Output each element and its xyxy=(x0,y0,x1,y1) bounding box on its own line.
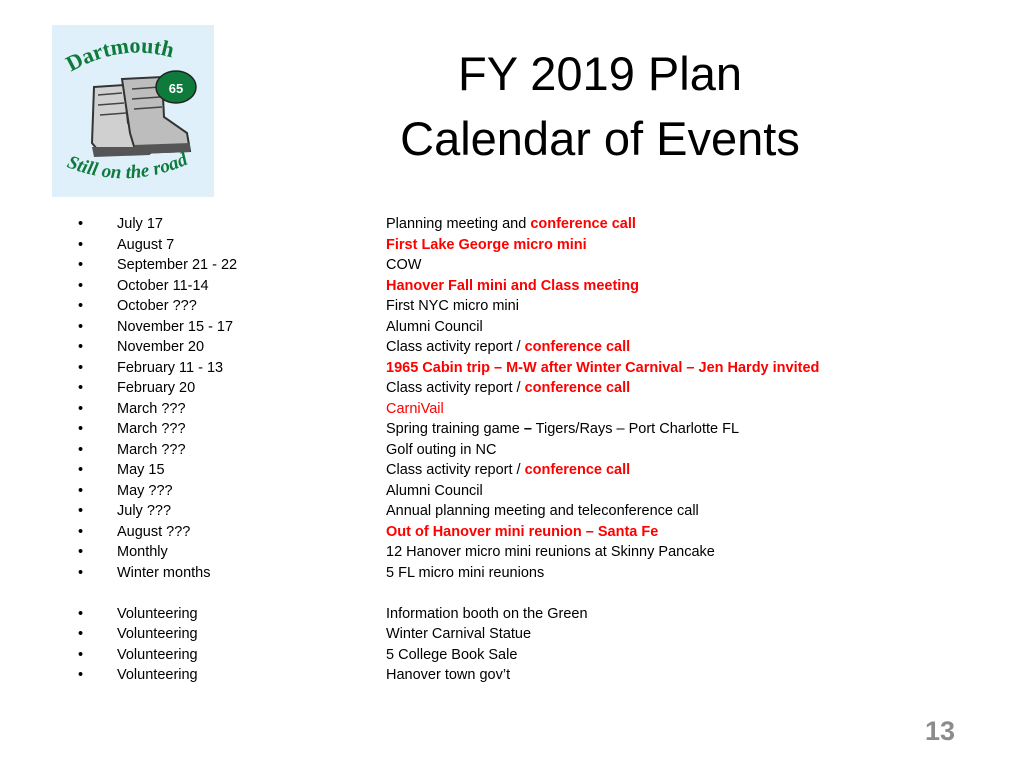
hiking-boots-icon xyxy=(52,25,214,197)
page-number: 13 xyxy=(924,716,956,746)
event-description xyxy=(386,624,531,645)
event-row xyxy=(0,378,1024,399)
event-description-part: conference call xyxy=(530,216,636,232)
bullet-icon: • xyxy=(78,339,84,355)
event-date: February 11 - 13 xyxy=(117,359,224,376)
event-row xyxy=(0,419,1024,440)
bullet-icon: • xyxy=(78,257,84,273)
event-description xyxy=(386,563,544,584)
event-row xyxy=(0,214,1024,235)
event-date: November 15 - 17 xyxy=(117,318,234,335)
event-description xyxy=(386,337,630,358)
event-description-part: Class activity report / xyxy=(386,380,525,396)
event-description-part: Class activity report / xyxy=(386,339,525,355)
event-description xyxy=(386,276,639,297)
event-description xyxy=(386,645,517,666)
event-date: March ??? xyxy=(117,421,186,437)
volunteering-row xyxy=(0,645,1024,666)
event-row xyxy=(0,399,1024,420)
event-description-part: Tigers/Rays – Port Charlotte FL xyxy=(531,421,740,437)
event-description-part: Golf outing in NC xyxy=(386,441,497,458)
logo-bottom-text: Still on the road xyxy=(64,148,191,184)
bullet-icon: • xyxy=(78,421,84,437)
event-description-part: CarniVail xyxy=(386,400,444,417)
event-description-part: 5 College Book Sale xyxy=(386,646,518,663)
event-row xyxy=(0,522,1024,543)
event-date: Volunteering xyxy=(117,646,198,663)
event-row xyxy=(0,296,1024,317)
event-description-part: Winter Carnival Statue xyxy=(386,626,532,642)
event-description xyxy=(386,604,588,625)
event-date: August 7 xyxy=(117,236,175,253)
bullet-icon: • xyxy=(78,462,84,478)
event-row xyxy=(0,337,1024,358)
svg-text:65: 65 xyxy=(168,81,184,96)
event-description xyxy=(386,235,587,256)
event-row xyxy=(0,358,1024,379)
event-description xyxy=(386,665,510,686)
bullet-icon: • xyxy=(78,380,84,396)
event-row xyxy=(0,440,1024,461)
volunteering-row xyxy=(0,624,1024,645)
event-description xyxy=(386,317,483,338)
event-date: July ??? xyxy=(117,503,172,519)
event-description-part: First NYC micro mini xyxy=(386,298,519,314)
event-date: July 17 xyxy=(117,216,163,232)
event-description xyxy=(386,542,715,563)
page-title: FY 2019 Plan xyxy=(458,47,742,100)
event-description xyxy=(386,501,699,522)
event-row xyxy=(0,481,1024,502)
event-description xyxy=(386,481,483,502)
bullet-icon: • xyxy=(78,482,84,499)
event-date: October ??? xyxy=(117,298,197,314)
event-description-part: COW xyxy=(386,257,422,273)
event-description-part: conference call xyxy=(524,380,631,396)
event-date: November 20 xyxy=(117,339,205,355)
volunteering-row xyxy=(0,665,1024,686)
event-date: Volunteering xyxy=(117,605,198,622)
volunteering-row xyxy=(0,604,1024,625)
page-subtitle: Calendar of Events xyxy=(400,112,800,165)
event-date: Winter months xyxy=(117,564,211,581)
event-description-part: First Lake George micro mini xyxy=(386,236,587,253)
dartmouth-logo xyxy=(52,25,214,197)
event-date: Monthly xyxy=(117,544,168,560)
event-description xyxy=(386,460,630,481)
event-description xyxy=(386,440,496,461)
logo-top-text: Dartmouth xyxy=(61,32,177,77)
event-date: August ??? xyxy=(117,523,191,540)
event-row xyxy=(0,317,1024,338)
event-date: Volunteering xyxy=(117,667,198,683)
bullet-icon: • xyxy=(78,544,84,560)
event-date: October 11-14 xyxy=(117,277,209,294)
event-date: March ??? xyxy=(117,400,186,417)
event-description xyxy=(386,419,739,440)
event-description-part: conference call xyxy=(524,462,631,478)
event-description-part: Out of Hanover mini reunion – Santa Fe xyxy=(386,523,659,540)
event-description-part: Planning meeting and xyxy=(386,216,531,232)
event-description-part: Hanover town gov’t xyxy=(386,667,511,683)
event-row xyxy=(0,563,1024,584)
event-description-part: conference call xyxy=(524,339,631,355)
bullet-icon: • xyxy=(78,564,84,581)
bullet-icon: • xyxy=(78,667,84,683)
event-description xyxy=(386,214,636,235)
bullet-icon: • xyxy=(78,298,84,314)
event-description-part: Alumni Council xyxy=(386,318,483,335)
event-description xyxy=(386,255,421,276)
event-date: September 21 - 22 xyxy=(117,257,238,273)
event-description xyxy=(386,358,819,379)
event-description-part: Hanover Fall mini and Class meeting xyxy=(386,277,640,294)
event-row xyxy=(0,276,1024,297)
event-description-part: Class activity report / xyxy=(386,462,525,478)
bullet-icon: • xyxy=(78,400,84,417)
events-list xyxy=(0,214,1024,686)
event-description-part: – xyxy=(523,421,532,437)
bullet-icon: • xyxy=(78,216,84,232)
event-description xyxy=(386,399,444,420)
event-description-part: Annual planning meeting and teleconference call xyxy=(386,503,699,519)
event-description-part: 5 FL micro mini reunions xyxy=(386,564,545,581)
bullet-icon: • xyxy=(78,626,84,642)
event-description xyxy=(386,522,658,543)
event-date: February 20 xyxy=(117,380,196,396)
bullet-icon: • xyxy=(78,441,84,458)
event-description xyxy=(386,378,630,399)
bullet-icon: • xyxy=(78,359,84,376)
event-date: March ??? xyxy=(117,441,186,458)
event-date: May 15 xyxy=(117,462,165,478)
bullet-icon: • xyxy=(78,503,84,519)
event-description-part: 1965 Cabin trip – M-W after Winter Carnival – Jen Hardy invited xyxy=(386,359,820,376)
event-description-part: Spring training game xyxy=(386,421,524,437)
event-description-part: Information booth on the Green xyxy=(386,605,588,622)
event-row xyxy=(0,501,1024,522)
bullet-icon: • xyxy=(78,605,84,622)
event-row xyxy=(0,255,1024,276)
event-date: Volunteering xyxy=(117,626,198,642)
event-row xyxy=(0,542,1024,563)
bullet-icon: • xyxy=(78,236,84,253)
bullet-icon: • xyxy=(78,523,84,540)
event-row xyxy=(0,460,1024,481)
event-description xyxy=(386,296,519,317)
event-date: May ??? xyxy=(117,482,173,499)
bullet-icon: • xyxy=(78,646,84,663)
bullet-icon: • xyxy=(78,277,84,294)
event-description-part: 12 Hanover micro mini reunions at Skinny Pancake xyxy=(386,544,715,560)
event-row xyxy=(0,235,1024,256)
bullet-icon: • xyxy=(78,318,84,335)
event-description-part: Alumni Council xyxy=(386,482,483,499)
